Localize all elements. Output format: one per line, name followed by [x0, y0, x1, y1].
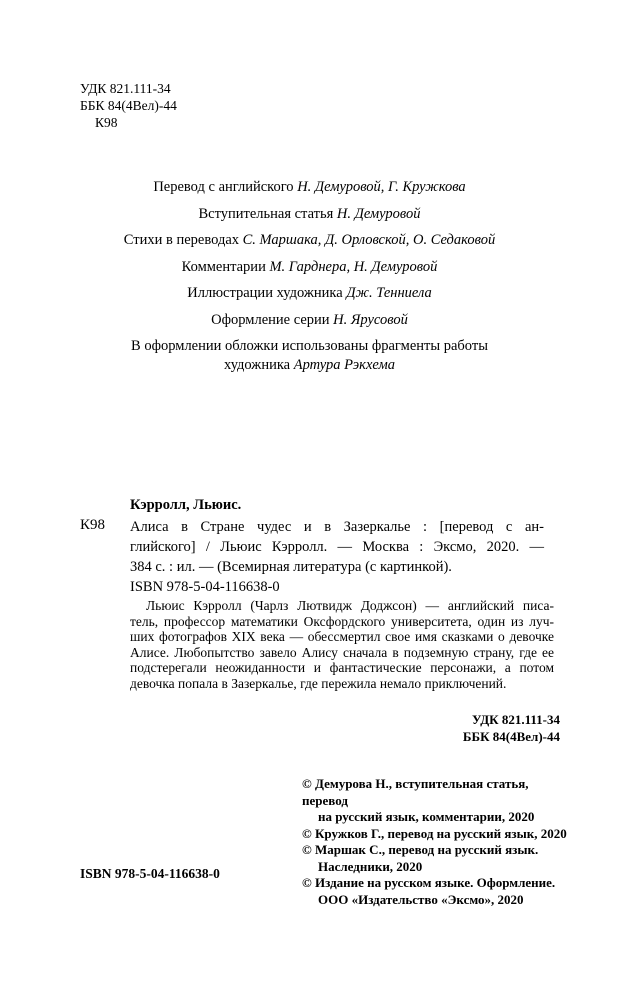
annotation: [130, 598, 554, 691]
credit-label: Вступительная статья: [198, 205, 334, 222]
udk-code: УДК 821.111-34: [80, 81, 171, 96]
bib-cutter-code: К98: [80, 517, 106, 533]
bib-description: [130, 517, 544, 577]
cover-note-line2: [0, 356, 619, 383]
credit-label: Перевод с английского: [153, 179, 294, 195]
annotation-line: ших фотографов XIX века — обессмертил свое имя сказками о девочке: [130, 629, 554, 644]
credit-names: Н. Демуровой, Г. Кружкова: [297, 179, 466, 195]
author-heading: Кэрролл, Льюис.: [130, 497, 242, 513]
bib-line: Алиса в Стране чудес и в Зазеркалье : [перевод с ан-: [130, 519, 544, 535]
copyright-line-cont: Наследники, 2020: [318, 858, 423, 874]
bib-isbn: ISBN 978-5-04-116638-0: [130, 579, 280, 595]
copyright-line: © Маршак С., перевод на русский язык.: [302, 842, 539, 857]
credit-label: Стихи в переводах: [123, 232, 240, 248]
credit-line-poems: [0, 231, 619, 258]
annotation-line: девочка попала в Зазеркалье, где пережила немало приключений.: [130, 675, 507, 691]
cover-note-line1: В оформлении обложки использованы фрагменты работы: [131, 338, 488, 354]
udk-code-footer: УДК 821.111-34: [472, 712, 560, 727]
copyright-line-cont: на русский язык, комментарии, 2020: [318, 809, 535, 824]
classification-block: [80, 80, 177, 131]
bbk-code-footer: ББК 84(4Вел)-44: [462, 729, 560, 744]
copyright-block: [302, 776, 572, 908]
bib-line: глийского] / Льюис Кэрролл. — Москва : Эксмо, 2020. —: [130, 539, 544, 555]
credit-names: М. Гарднера, Н. Демуровой: [269, 258, 438, 275]
credit-names: Н. Ярусовой: [333, 311, 408, 328]
annotation-line: Алисе. Любопытство завело Алису сначала в подземную страну, где ее: [130, 644, 554, 660]
cover-note-label: художника: [224, 357, 291, 373]
copyright-line: © Издание на русском языке. Оформление.: [302, 875, 556, 890]
cutter-code: К98: [95, 115, 118, 130]
credit-label: Оформление серии: [211, 311, 330, 328]
annotation-line: подстерегали неожиданности и фантастические персонажи, а потом: [130, 660, 554, 675]
credit-names: Н. Демуровой: [336, 205, 421, 222]
copyright-line: © Демурова Н., вступительная статья, перевод: [302, 776, 529, 808]
bib-line: 384 с. : ил. — (Всемирная литература (с картинкой).: [130, 559, 452, 575]
credits-block: [0, 178, 619, 383]
credit-line-series-design: [0, 311, 619, 338]
isbn-footer: ISBN 978-5-04-116638-0: [80, 866, 220, 881]
cover-note-name: Артура Рэкхема: [293, 357, 395, 373]
annotation-line: Льюис Кэрролл (Чарлз Лютвидж Доджсон) — английский писа-: [146, 598, 554, 613]
annotation-line: тель, профессор математики Оксфордского университета, один из луч-: [130, 613, 554, 629]
credit-names: Дж. Тенниела: [346, 285, 432, 301]
copyright-line: © Кружков Г., перевод на русский язык, 2020: [302, 825, 567, 841]
copyright-line-cont: ООО «Издательство «Эксмо», 2020: [318, 891, 524, 907]
credit-line-intro: [0, 205, 619, 232]
credit-names: С. Маршака, Д. Орловской, О. Седаковой: [242, 232, 496, 248]
credit-line-comments: [0, 258, 619, 285]
credit-line-illustrations: [0, 284, 619, 311]
credit-label: Комментарии: [181, 258, 266, 275]
bbk-code: ББК 84(4Вел)-44: [80, 98, 177, 113]
classification-footer: [430, 711, 560, 745]
credit-line-translation: [0, 178, 619, 205]
credit-label: Иллюстрации художника: [187, 285, 343, 301]
